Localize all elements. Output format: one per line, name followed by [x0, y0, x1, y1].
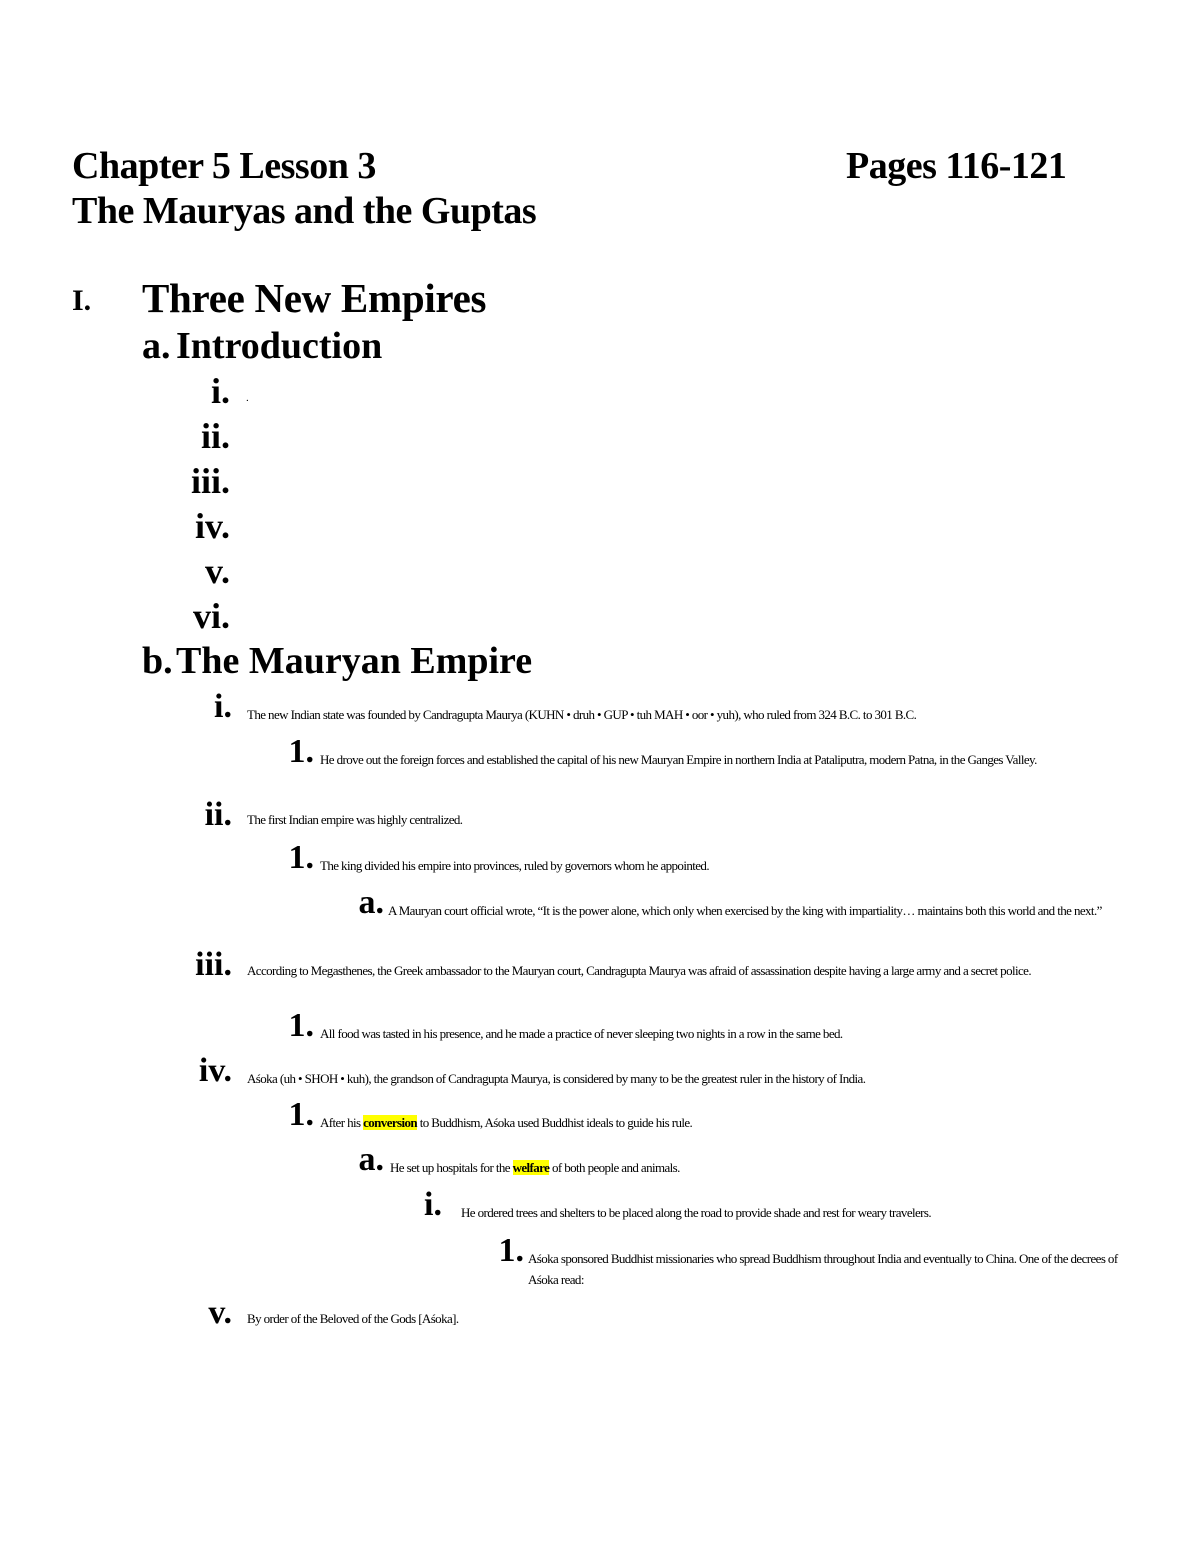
mauryan-ii-text-a: A Mauryan court official wrote, “It is the power alone, which only when exercised by the king with impartiality… maintains both this world and the next.”: [388, 903, 1102, 918]
intro-marker-vi: vi.: [192, 596, 230, 636]
highlighted-term-conversion: conversion: [363, 1115, 418, 1130]
mauryan-text-ii: The first Indian empire was highly centralized.: [247, 812, 463, 827]
subsection-letter: a.: [142, 325, 171, 367]
page-range: Pages 116-121: [846, 145, 1067, 187]
mauryan-iii-text-1: All food was tasted in his presence, and he made a practice of never sleeping two nights in a row in the same bed.: [320, 1026, 843, 1041]
subsection-title: The Mauryan Empire: [176, 640, 533, 682]
mauryan-iv-text-i: He ordered trees and shelters to be placed along the road to provide shade and rest for weary travelers.: [461, 1205, 932, 1220]
subsection-letter: b.: [142, 640, 173, 682]
mauryan-ii-marker-1: 1.: [288, 839, 314, 876]
chapter-heading: Chapter 5 Lesson 3: [72, 145, 376, 187]
mauryan-iv-marker-a: a.: [358, 1141, 384, 1178]
mauryan-iv-text-1b: Aśoka sponsored Buddhist missionaries who spread Buddhism throughout India and eventually to China. One of the decrees of Aśoka read:: [528, 1251, 1118, 1287]
mauryan-iv-text-a: [390, 1157, 1130, 1178]
intro-marker-ii: ii.: [200, 416, 230, 456]
text-segment: After his: [320, 1115, 364, 1130]
text-segment: to Buddhism, Aśoka used Buddhist ideals to guide his rule.: [417, 1115, 693, 1130]
section-number: I.: [72, 284, 92, 317]
section-title: Three New Empires: [142, 275, 487, 321]
lesson-title: The Mauryas and the Guptas: [72, 190, 537, 232]
intro-marker-iii: iii.: [190, 461, 230, 501]
mauryan-ii-text-1: The king divided his empire into provinces, ruled by governors whom he appointed.: [320, 858, 709, 873]
mauryan-iii-marker-1: 1.: [288, 1007, 314, 1044]
mauryan-iv-marker-1b: 1.: [498, 1232, 524, 1269]
mauryan-marker-i: i.: [214, 688, 232, 725]
mauryan-text-v: By order of the Beloved of the Gods [Aśoka].: [247, 1311, 459, 1326]
mauryan-marker-v: v.: [208, 1294, 232, 1331]
mauryan-i-text-1: He drove out the foreign forces and established the capital of his new Mauryan Empire in northern India at Pataliputra, modern Patna, in the Ganges Valley.: [320, 752, 1037, 767]
mauryan-iv-text-1: [320, 1112, 1120, 1133]
subsection-introduction: [142, 324, 382, 368]
text-segment: He set up hospitals for the: [390, 1160, 513, 1175]
subsection-mauryan: [142, 639, 532, 683]
intro-marker-v: v.: [204, 551, 230, 591]
highlighted-term-welfare: welfare: [512, 1160, 550, 1175]
text-segment: of both people and animals.: [549, 1160, 680, 1175]
mauryan-iv-marker-i: i.: [424, 1186, 442, 1223]
mauryan-i-marker-1: 1.: [288, 733, 314, 770]
mauryan-marker-iii: iii.: [195, 946, 232, 983]
mauryan-marker-iv: iv.: [198, 1052, 232, 1089]
mauryan-text-iii: According to Megasthenes, the Greek ambassador to the Mauryan court, Candragupta Maurya was afraid of assassination despite having a large army and a secret police.: [247, 963, 1031, 978]
mauryan-text-i: The new Indian state was founded by Candragupta Maurya (KUHN • druh • GUP • tuh MAH • oor • yuh), who ruled from 324 B.C. to 301 B.C.: [247, 707, 917, 722]
intro-marker-iv: iv.: [194, 506, 230, 546]
intro-text-i: .: [246, 392, 249, 404]
subsection-title: Introduction: [176, 325, 383, 367]
mauryan-ii-marker-a: a.: [358, 884, 384, 921]
mauryan-iv-marker-1: 1.: [288, 1096, 314, 1133]
mauryan-text-iv: Aśoka (uh • SHOH • kuh), the grandson of Candragupta Maurya, is considered by many to be the greatest ruler in the history of India.: [247, 1071, 866, 1086]
intro-marker-i: i.: [210, 371, 230, 411]
mauryan-marker-ii: ii.: [204, 796, 232, 833]
